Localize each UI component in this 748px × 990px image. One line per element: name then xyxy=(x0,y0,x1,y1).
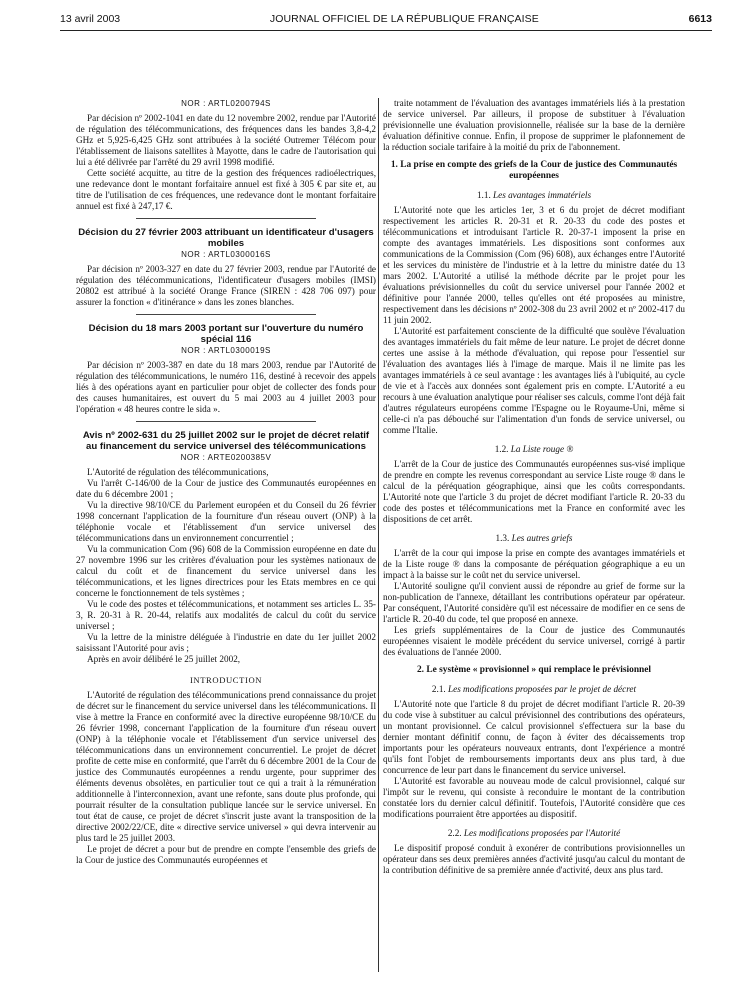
nor-reference: NOR : ARTE0200385V xyxy=(180,453,272,462)
subsection-heading xyxy=(383,684,685,695)
paragraph: Cette société acquitte, au titre de la gestion des fréquences radioélectriques, une redevance dont le montant forfaitaire annuel est fixé à 305 € par site et, au titre de l'utilisation de ces fréquences, une redevance dont le montant forfaitaire annuel est fixé à 247,17 €. xyxy=(76,168,376,211)
paragraph: L'arrêt de la cour qui impose la prise en compte des avantages immatériels et de la Liste rouge ® dans la composante de péréquation géographique a eu un impact à la baisse sur le coût net du service universel. xyxy=(383,548,685,580)
section-separator xyxy=(136,314,316,315)
paragraph: L'Autorité est parfaitement consciente de la difficulté que soulève l'évaluation des avantages immatériels du fait même de leur nature. Le projet de décret donne certes une assise à la méthode d'évaluation, qui repose pour l'essentiel sur l'évaluation des avantages liés à l'image de marque. Mais il ne limite pas les avantages immatériels à ce seul avantage : les avantages liés à l'ubiquité, au cycle de vie et à l'accès aux données sont également pris en compte. L'Autorité a eu recours à une évaluation analytique pour réaliser ses calculs, comme l'ont déjà fait d'autres régulateurs européens comme l'Espagne ou le Royaume-Uni, même si celle-ci n'a pas débouché sur l'alimentation d'un fonds de service universel, ou comme l'Italie. xyxy=(383,326,685,435)
header-date: 13 avril 2003 xyxy=(60,13,121,25)
nor-reference: NOR : ARTL0300019S xyxy=(181,346,271,355)
section-heading: 1. La prise en compte des griefs de la Cour de justice des Communautés européennes xyxy=(390,160,678,181)
subsection-title: Les autres griefs xyxy=(511,533,573,543)
subsection-heading xyxy=(383,533,685,544)
paragraph: Les griefs supplémentaires de la Cour de justice des Communautés européennes visaient le modèle précédent du service universel, corrigé à partir des évaluations de l'année 2000. xyxy=(383,625,685,657)
section-separator xyxy=(136,421,316,422)
paragraph: L'arrêt de la Cour de justice des Communautés européennes sus-visé implique de prendre en compte les revenus correspondant au service Liste rouge ® dans le calcul de la péréquation géographique, ainsi que les coûts correspondants. L'Autorité note que l'article 3 du projet de décret modifiant l'article R. 20-33 du code des postes et télécommunications met la France en conformité avec les dispositions de cet arrêt. xyxy=(383,459,685,524)
nor-reference: NOR : ARTL0300016S xyxy=(181,250,271,259)
introduction-heading: INTRODUCTION xyxy=(189,675,263,685)
subsection-number: 1.2. xyxy=(494,444,509,454)
paragraph: L'Autorité de régulation des télécommunications prend connaissance du projet de décret sur le financement du service universel dans les télécommunications. Il vise à mettre la France en conformité avec la directive européenne 98/10/CE du 26 février 1998, concernant l'application de la fourniture d'un réseau ouvert (ONP) à la téléphonie vocale et l'établissement d'un service universel des télécommunications dans un environnement concurrentiel. Le projet de décret profite de cette mise en conformité, que l'arrêt du 6 décembre 2001 de la Cour de justice des Communautés européennes a rendu urgente, pour supprimer des éléments devenus obsolètes, en particulier tout ce qui a trait à la rémunération additionnelle à l'interconnexion, avant une refonte, sans doute plus profonde, qui pourrait résulter de la consultation publique lancée sur le service universel. En tout état de cause, ce projet de décret s'inscrit juste avant la transposition de la directive 2002/22/CE, dite « directive service universel » qui devra intervenir au plus tard le 25 juillet 2003. xyxy=(76,690,376,843)
paragraph: L'Autorité note que l'article 8 du projet de décret modifiant l'article R. 20-39 du code vise à substituer au calcul prévisionnel des contributions des opérateurs, un montant provisionnel. Ce calcul provisionnel s'effectuera sur la base du dernier montant définitif connu, de façon à éviter des décaissements trop importants pour les opérateurs nouveaux entrants, dont l'expérience a montré qu'ils font l'objet de remboursements importants deux ans plus tard, à due concurrence de leur part dans le financement du service universel. xyxy=(383,699,685,775)
nor-reference: NOR : ARTL0200794S xyxy=(181,99,271,108)
section-separator xyxy=(136,218,316,219)
right-column xyxy=(383,98,685,876)
page-number: 6613 xyxy=(688,13,712,25)
journal-title: JOURNAL OFFICIEL DE LA RÉPUBLIQUE FRANÇAISE xyxy=(269,13,539,25)
visa-line: Vu la lettre de la ministre déléguée à l'industrie en date du 1er juillet 2002 saisissant l'Autorité pour avis ; xyxy=(76,632,376,653)
subsection-heading xyxy=(383,190,685,201)
subsection-title: Les avantages immatériels xyxy=(493,190,592,200)
section-heading: 2. Le système « provisionnel » qui remplace le prévisionnel xyxy=(416,665,652,675)
avis-title: Avis nº 2002-631 du 25 juillet 2002 sur le projet de décret relatif au financement du service universel des télécommunications xyxy=(82,430,370,452)
decision-title: Décision du 27 février 2003 attribuant un identificateur d'usagers mobiles xyxy=(78,227,374,249)
subsection-number: 1.3. xyxy=(495,533,510,543)
subsection-number: 2.2. xyxy=(447,828,462,838)
left-column xyxy=(76,98,376,866)
paragraph: traite notamment de l'évaluation des avantages immatériels liés à la prestation de service universel. Par ailleurs, il propose de substituer à l'évaluation prévisionnelle une évaluation provisionnelle, réalisée sur la base de la dernière évaluation définitive connue. Enfin, il propose de supprimer le plafonnement de la réduction sociale tarifaire à la moitié du prix de l'abonnement. xyxy=(383,98,685,152)
paragraph: Par décision nº 2003-387 en date du 18 mars 2003, rendue par l'Autorité de régulation des télécommunications, le numéro 116, destiné à recevoir des appels liés à des opérations ayant en particulier pour objet de collecter des fonds pour des causes humanitaires, est ouvert du 5 mai 2003 au 4 juillet 2003 pour l'opération « 48 heures contre le sida ». xyxy=(76,360,376,414)
paragraph: Par décision nº 2002-1041 en date du 12 novembre 2002, rendue par l'Autorité de régulation des télécommunications, des fréquences dans les bandes 3,8-4,2 GHz et 5,925-6,425 GHz sont attribuées à la société Outremer Télécom pour l'établissement de liaisons satellites à Mayotte, dans le cadre de l'autorisation qui lui a été délivrée par l'arrêté du 29 avril 1998 modifié. xyxy=(76,113,376,167)
paragraph: Le dispositif proposé conduit à exonérer de contributions provisionnelles un opérateur dans ses deux premières années d'activité jusqu'au calcul du montant de la contribution définitive de sa première année d'activité, deux ans plus tard. xyxy=(383,843,685,875)
visa-line: Après en avoir délibéré le 25 juillet 2002, xyxy=(87,654,241,664)
subsection-title: Les modifications proposées par le projet de décret xyxy=(448,684,637,694)
column-divider xyxy=(378,98,379,972)
decision-title: Décision du 18 mars 2003 portant sur l'ouverture du numéro spécial 116 xyxy=(88,323,364,345)
subsection-heading xyxy=(383,828,685,839)
paragraph: Le projet de décret a pour but de prendre en compte l'ensemble des griefs de la Cour de justice des Communautés européennes et xyxy=(76,844,376,865)
subsection-number: 2.1. xyxy=(431,684,446,694)
paragraph: L'Autorité note que les articles 1er, 3 et 6 du projet de décret modifiant respectivement les articles R. 20-31 et R. 20-33 du code des postes et télécommunications et introduisant l'article R. 20-37-1 imposent la prise en compte des avantages immatériels. Les dispositions sont conformes aux communications de la Commission (Com (96) 608), aux échanges entre l'Autorité et les services du ministère de l'industrie et à la lettre du ministre datée du 13 mars 2002. L'Autorité a utilisé la méthode décrite par le projet pour les évaluations prévisionnelles du coût du service universel pour l'année 2002 et définitive pour l'année 2000, telles qu'elles ont été proposées au ministre, respectivement dans les décisions nº 2002-308 du 23 avril 2002 et nº 2002-417 du 11 juin 2002. xyxy=(383,205,685,325)
subsection-title: Les modifications proposées par l'Autorité xyxy=(463,828,621,838)
paragraph: L'Autorité est favorable au nouveau mode de calcul provisionnel, calqué sur l'impôt sur le revenu, qui consiste à reconduire le montant de la contribution constatée lors du dernier calcul définitif. Toutefois, l'Autorité considère que ces modifications pourraient être apportées au dispositif. xyxy=(383,776,685,819)
visa-line: Vu la communication Com (96) 608 de la Commission européenne en date du 27 novembre 1996 sur les critères d'évaluation pour les systèmes nationaux de calcul du coût et de financement du service universel dans les télécommunications, et les lignes directrices pour les Etats membres en ce qui concerne le fonctionnement de tels systèmes ; xyxy=(76,544,376,598)
subsection-number: 1.1. xyxy=(476,190,491,200)
subsection-title: La Liste rouge ® xyxy=(510,444,574,454)
subsection-heading xyxy=(383,444,685,455)
page-header xyxy=(60,11,712,27)
visa-line: L'Autorité de régulation des télécommunications, xyxy=(87,467,269,477)
paragraph: L'Autorité souligne qu'il convient aussi de répondre au grief de forme sur la non-publication de l'annexe, détaillant les contributions opérateur par opérateur. Par conséquent, l'Autorité considère qu'il est nécessaire de modifier en ce sens de l'article R. 20-40 du code, tel que proposé en annexe. xyxy=(383,581,685,624)
visa-line: Vu le code des postes et télécommunications, et notamment ses articles L. 35-3, R. 20-31 à R. 20-44, relatifs aux modalités de calcul du coût du service universel ; xyxy=(76,599,376,631)
paragraph: Par décision nº 2003-327 en date du 27 février 2003, rendue par l'Autorité de régulation des télécommunications, l'identificateur d'usagers mobiles (IMSI) 20802 est attribué à la société Orange France (SIREN : 428 706 097) pour assurer la fonction « d'itinérance » dans les zones blanches. xyxy=(76,264,376,307)
visa-line: Vu l'arrêt C-146/00 de la Cour de justice des Communautés européennes en date du 6 décembre 2001 ; xyxy=(76,478,376,499)
visa-line: Vu la directive 98/10/CE du Parlement européen et du Conseil du 26 février 1998 concernant l'application de la fourniture d'un réseau ouvert (ONP) à la téléphonie vocale et l'établissement d'un service universel des télécommunications dans un environnement concurrentiel ; xyxy=(76,500,376,543)
header-rule xyxy=(60,30,712,31)
